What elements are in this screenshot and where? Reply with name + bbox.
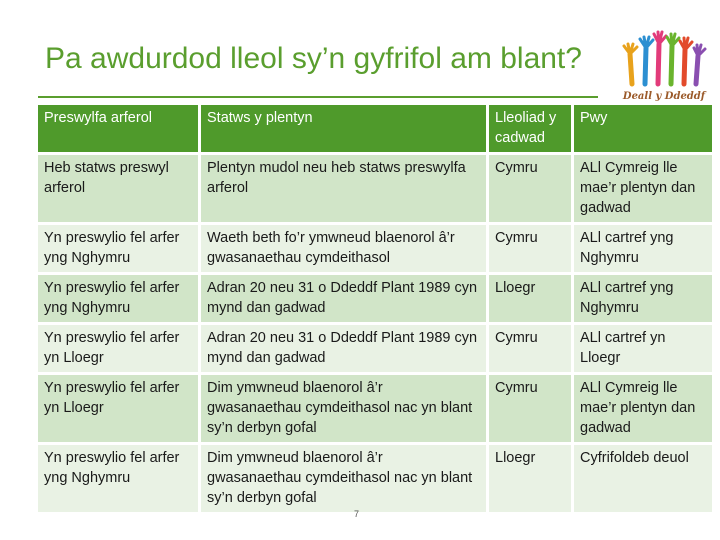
table-cell: ALl Cymreig lle mae’r plentyn dan gadwad — [571, 155, 712, 222]
table-cell: ALl Cymreig lle mae’r plentyn dan gadwad — [571, 375, 712, 442]
table-row — [38, 375, 712, 442]
table-cell: Cymru — [486, 155, 571, 222]
responsibility-table — [38, 102, 712, 515]
table-cell: Yn preswylio fel arfer yng Nghymru — [38, 225, 198, 272]
column-header-lleoliad: Lleoliad y cadwad — [486, 105, 571, 152]
table-cell: ALl cartref yng Nghymru — [571, 275, 712, 322]
table-cell: Adran 20 neu 31 o Ddeddf Plant 1989 cyn mynd dan gadwad — [198, 325, 486, 372]
table-cell: Cymru — [486, 375, 571, 442]
table-cell: Heb statws preswyl arferol — [38, 155, 198, 222]
table-cell: ALl cartref yng Nghymru — [571, 225, 712, 272]
table-row — [38, 445, 712, 512]
table-header-row — [38, 105, 712, 152]
table-cell: Cymru — [486, 325, 571, 372]
table-cell: Lloegr — [486, 445, 571, 512]
deall-y-ddeddf-logo — [618, 24, 710, 102]
table-cell: Plentyn mudol neu heb statws preswylfa arferol — [198, 155, 486, 222]
page-title: Pa awdurdod lleol sy’n gyfrifol am blant? — [45, 42, 582, 76]
page-number: 7 — [354, 509, 360, 519]
table-cell: Yn preswylio fel arfer yn Lloegr — [38, 325, 198, 372]
table-row — [38, 275, 712, 322]
table-cell: Yn preswylio fel arfer yng Nghymru — [38, 445, 198, 512]
table-cell: Yn preswylio fel arfer yn Lloegr — [38, 375, 198, 442]
table-cell: Yn preswylio fel arfer yng Nghymru — [38, 275, 198, 322]
table-cell: Cymru — [486, 225, 571, 272]
raised-hands-icon — [618, 24, 710, 90]
table-cell: Lloegr — [486, 275, 571, 322]
table-cell: Waeth beth fo’r ymwneud blaenorol â’r gwasanaethau cymdeithasol — [198, 225, 486, 272]
table-row — [38, 225, 712, 272]
table-cell: Cyfrifoldeb deuol — [571, 445, 712, 512]
table-row — [38, 325, 712, 372]
title-divider — [38, 96, 598, 98]
table-row — [38, 155, 712, 222]
table-cell: Adran 20 neu 31 o Ddeddf Plant 1989 cyn mynd dan gadwad — [198, 275, 486, 322]
table-cell: Dim ymwneud blaenorol â’r gwasanaethau cymdeithasol nac yn blant sy’n derbyn gofal — [198, 445, 486, 512]
column-header-pwy: Pwy — [571, 105, 712, 152]
column-header-statws: Statws y plentyn — [198, 105, 486, 152]
column-header-preswylfa: Preswylfa arferol — [38, 105, 198, 152]
logo-text: Deall y Ddeddf — [622, 91, 706, 102]
table-cell: ALl cartref yn Lloegr — [571, 325, 712, 372]
table-cell: Dim ymwneud blaenorol â’r gwasanaethau cymdeithasol nac yn blant sy’n derbyn gofal — [198, 375, 486, 442]
